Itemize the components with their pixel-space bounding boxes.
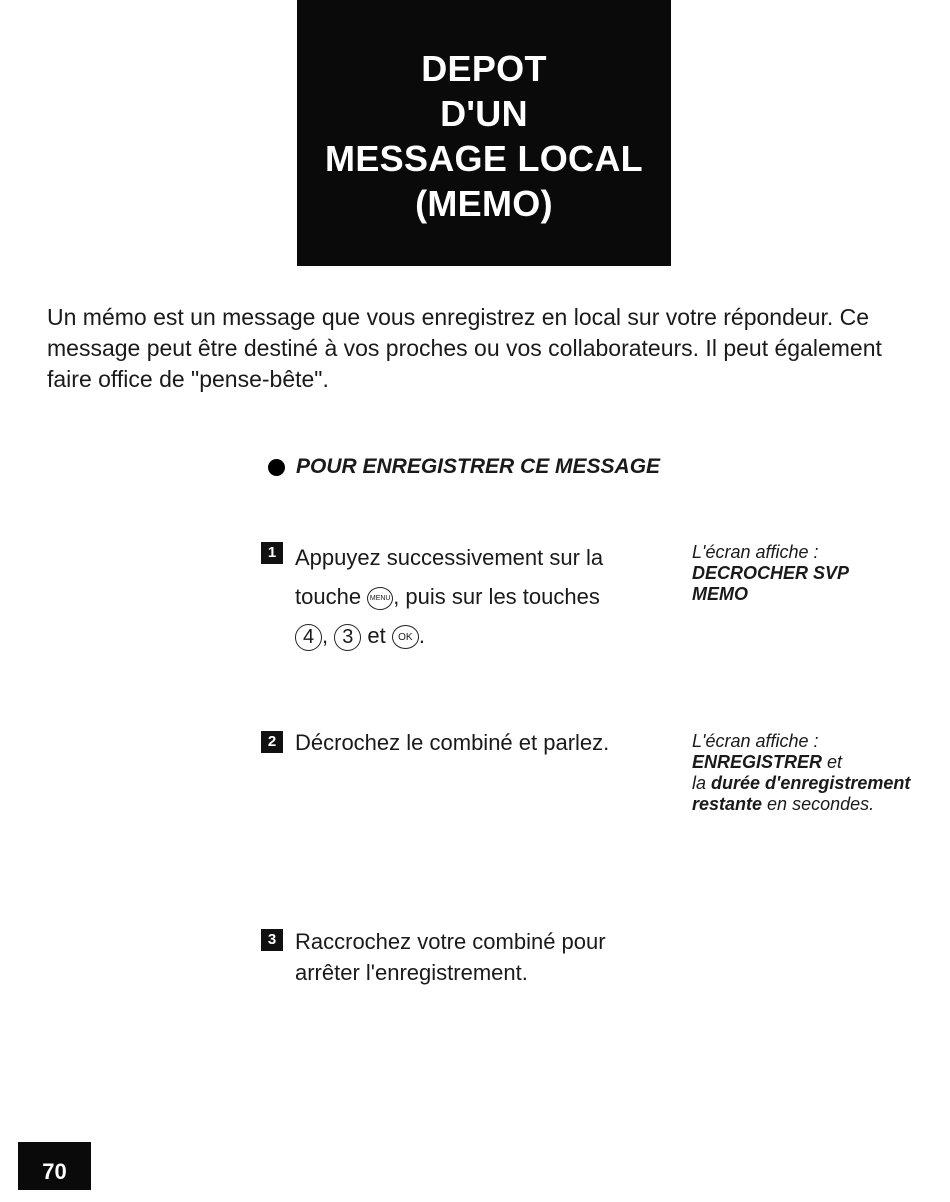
step-1-sep: , — [322, 623, 329, 648]
step-number-1: 1 — [261, 542, 283, 564]
key-4-icon: 4 — [295, 624, 322, 651]
page-number: 70 — [18, 1142, 91, 1190]
screen-text-2-bold-1: ENREGISTRER — [692, 752, 823, 772]
key-3-icon: 3 — [334, 624, 361, 651]
screen-text-2-plain-2: la — [692, 773, 707, 793]
screen-text-2-bold-2: durée d'enregistrement restante — [692, 773, 911, 814]
section-heading: POUR ENREGISTRER CE MESSAGE — [296, 455, 661, 478]
screen-text-1a: DECROCHER SVP — [692, 563, 850, 583]
menu-key-icon: MENU — [367, 587, 393, 610]
step-1-end: . — [418, 623, 425, 648]
screen-text-1b: MEMO — [692, 584, 748, 604]
step-2-screen-info — [692, 731, 932, 815]
ok-key-icon: OK — [392, 625, 419, 649]
step-2-text: Décrochez le combiné et parlez. — [295, 730, 610, 755]
step-3-text: Raccrochez votre combiné pour arrêter l'enregistrement. — [295, 929, 606, 985]
title-line-3: MESSAGE LOCAL — [325, 138, 643, 179]
intro-paragraph: Un mémo est un message que vous enregistrez en local sur votre répondeur. Ce message peut être destiné à vos proches ou vos collaborateurs. Il peut également faire office de "pense-bête". — [47, 304, 882, 392]
chapter-title-box — [297, 0, 671, 266]
step-1-screen-info — [692, 542, 932, 605]
title-line-2: D'UN — [440, 93, 528, 134]
screen-text-2-plain-3: en secondes. — [767, 794, 875, 814]
step-number-3: 3 — [261, 929, 283, 951]
screen-label-1: L'écran affiche : — [692, 542, 819, 562]
step-1-text-b: , puis sur les touches — [393, 584, 600, 609]
step-1-text-a: Appuyez successivement sur la touche — [295, 545, 604, 609]
screen-text-2-plain-1: et — [827, 752, 843, 772]
step-1-text-c: et — [367, 623, 386, 648]
title-line-1: DEPOT — [421, 48, 547, 89]
step-1-text — [295, 538, 655, 655]
step-number-2: 2 — [261, 731, 283, 753]
title-line-4: (MEMO) — [415, 183, 553, 224]
bullet-icon — [268, 459, 285, 476]
screen-label-2: L'écran affiche : — [692, 731, 819, 751]
